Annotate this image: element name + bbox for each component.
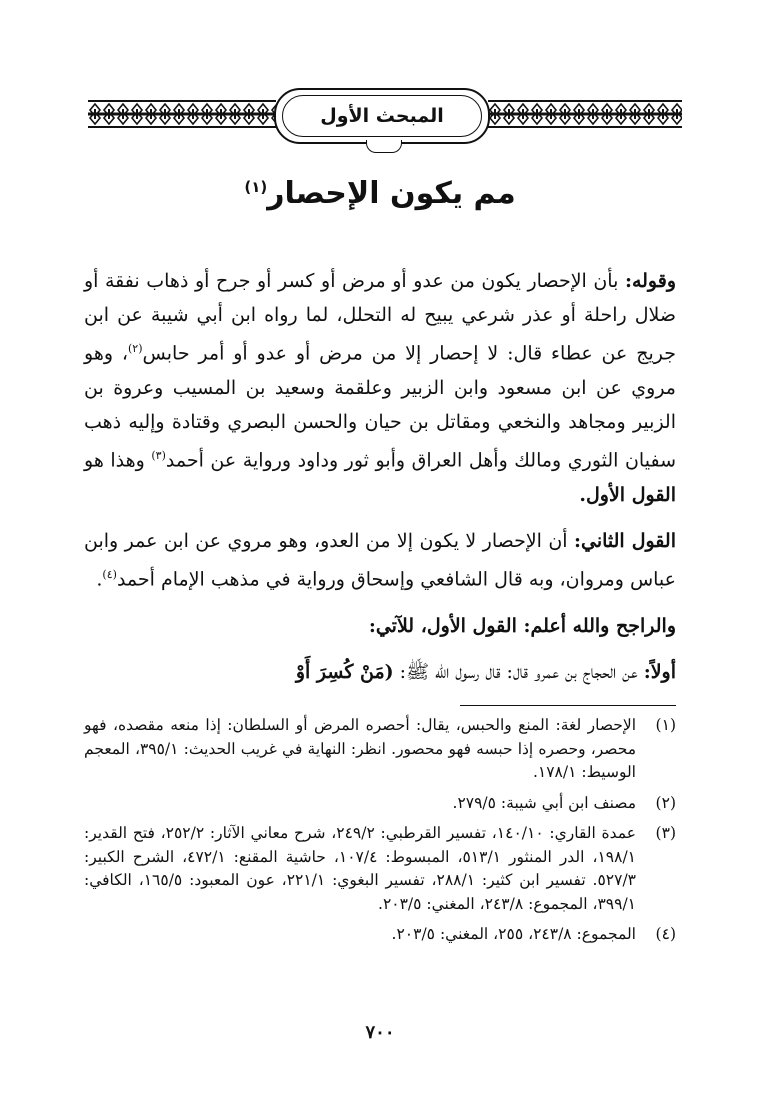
footnote-number: (٢): [655, 793, 676, 812]
footnote-number: (٣): [655, 824, 676, 842]
page-number: ٧٠٠: [365, 1022, 395, 1043]
footnote-4: [84, 923, 676, 947]
footnote-2: [84, 792, 676, 816]
paragraph-3: والراجح والله أعلم: القول الأول، للآتي:: [368, 614, 676, 637]
footnote-text: المجموع: ٢٤٣/٨، ٢٥٥، المغني: ٢٠٣/٥.: [391, 925, 636, 943]
footnote-text: الإحصار لغة: المنع والحبس، يقال: أحصره المرض أو السلطان: إذا منعه مقصده، فهو محصر، وحصره إذا حبسه فهو محصور. انظر: النهاية في غريب الحديث: ٣٩٥/١، المعجم الوسيط: ١٧٨/١.: [84, 716, 637, 781]
footnotes: [84, 714, 676, 954]
ornament-right: [488, 100, 682, 128]
p1-text-2: ، وهو مروي عن ابن مسعود وابن الزبير وعلقمة وسعيد بن المسيب وعروة بن الزبير ومجاهد والنخعي ومقاتل بن حيان والحسن البصري وقتادة وإليه ذهب سفيان الثوري ومالك وأهل العراق وأبو ثور وداود ورواية عن أحمد: [84, 342, 676, 472]
p1-footnote-ref-3: (٣): [151, 449, 166, 463]
footnote-number: (٤): [655, 925, 676, 943]
paragraph-4: [84, 655, 676, 689]
p2-footnote-ref-4: (٤): [102, 568, 117, 582]
p4-text: عن الحجاج بن عمرو قال: قال رسول الله ﷺ:: [393, 661, 644, 684]
p2-lead: القول الثاني:: [573, 530, 676, 553]
footnote-3: [84, 822, 676, 916]
chapter-title: [120, 176, 640, 211]
footnote-number: (١): [655, 716, 676, 734]
p1-footnote-ref-2: (٢): [128, 342, 143, 356]
footnote-1: [84, 714, 676, 785]
footnote-separator: [460, 705, 676, 706]
chapter-title-note-ref: (١): [244, 178, 268, 196]
p1-text-3: وهذا هو: [84, 449, 152, 472]
header-tab-ornament: [366, 140, 402, 153]
p1-tail: القول الأول.: [579, 483, 676, 506]
p2-end: .: [96, 568, 103, 591]
section-header-title: المبحث الأول: [320, 105, 444, 127]
p4-quote: (مَنْ كُسِرَ أَوْ: [295, 661, 394, 684]
section-header-inner: [282, 95, 482, 137]
paragraph-1: [84, 264, 676, 512]
ornament-band-left: [88, 100, 276, 128]
chapter-title-text: مم يكون الإحصار: [267, 176, 516, 211]
ornament-band-right: [488, 100, 682, 128]
footnote-text: عمدة القاري: ١٤٠/١٠، تفسير القرطبي: ٢٤٩/٢، شرح معاني الآثار: ٢٥٢/٢، فتح القدير: ١٩٨/١، الدر المنثور ٥١٣/١، المبسوط: ١٠٧/٤، حاشية المقنع: ٤٧٢/١، الشرح الكبير: ٥٢٧/٣. تفسير ابن كثير: ٢٨٨/١، تفسير البغوي: ٢٢١/١، عون المعبود: ١٦٥/٥، الكافي: ٣٩٩/١، المجموع: ٢٤٣/٨، المغني: ٢٠٣/٥.: [84, 824, 637, 913]
main-text: [84, 264, 676, 689]
footnote-text: مصنف ابن أبي شيبة: ٢٧٩/٥.: [452, 793, 636, 812]
section-header-frame: [274, 88, 490, 144]
p1-lead: وقوله:: [624, 270, 676, 292]
p4-lead: أولاً:: [643, 661, 676, 684]
p1-text-1: بأن الإحصار يكون من عدو أو مرض أو كسر أو جرح أو ذهاب نفقة أو ضلال راحلة أو عذر شرعي يبيح له التحلل، لما رواه ابن أبي شيبة عن ابن جريج عن عطاء قال: لا إحصار إلا من مرض أو عدو أو أمر حابس: [84, 270, 676, 365]
p2-text: أن الإحصار لا يكون إلا من العدو، وهو مروي عن ابن عمر وابن عباس ومروان، وبه قال الشافعي وإسحاق ورواية في مذهب الإمام أحمد: [84, 530, 676, 591]
ornament-left: [88, 100, 276, 128]
paragraph-2: [84, 524, 676, 597]
